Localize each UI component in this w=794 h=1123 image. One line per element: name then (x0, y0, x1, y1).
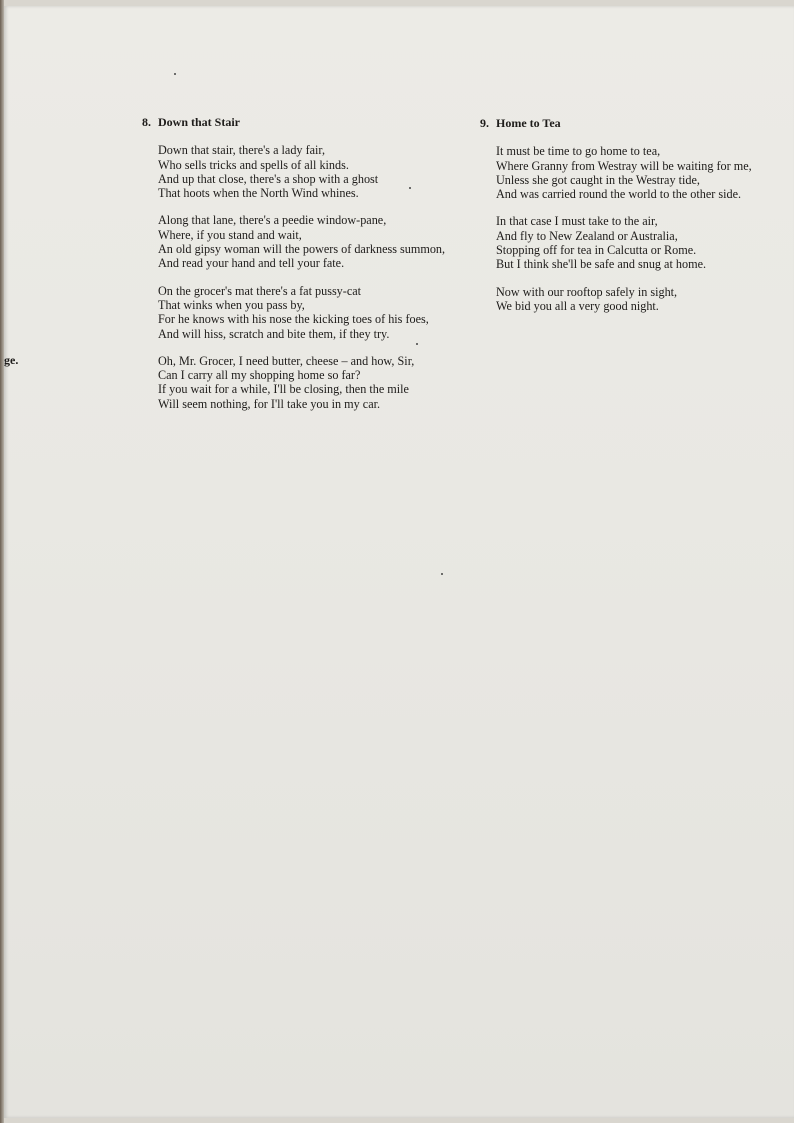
stanza (496, 285, 752, 314)
poem-title-text: Down that Stair (158, 115, 241, 129)
verse-line: But I think she'll be safe and snug at home. (496, 257, 707, 272)
verse-line: On the grocer's mat there's a fat pussy-cat (158, 283, 362, 298)
print-speck (174, 73, 176, 75)
stanza (496, 214, 752, 271)
stanza (158, 284, 445, 341)
verse-line: Will seem nothing, for I'll take you in my car. (158, 396, 381, 411)
verse-line: Along that lane, there's a peedie window-pane, (158, 213, 387, 228)
verse-line: Can I carry all my shopping home so far? (158, 368, 361, 383)
poem-down-that-stair (142, 115, 445, 424)
verse-line: Now with our rooftop safely in sight, (496, 284, 678, 299)
stanza (158, 143, 445, 200)
poem-home-to-tea (480, 116, 752, 326)
verse-line: Stopping off for tea in Calcutta or Rome. (496, 243, 697, 258)
verse-line: And read your hand and tell your fate. (158, 256, 345, 271)
verse-line: And up that close, there's a shop with a ghost (158, 171, 379, 186)
verse-line: In that case I must take to the air, (496, 214, 658, 229)
poem-number: 9. (480, 116, 489, 130)
verse-line: An old gipsy woman will the powers of darkness summon, (158, 242, 446, 257)
verse-line: And fly to New Zealand or Australia, (496, 228, 678, 243)
verse-line: And will hiss, scratch and bite them, if they try. (158, 326, 390, 341)
verse-line: And was carried round the world to the other side. (496, 187, 742, 202)
verse-line: Down that stair, there's a lady fair, (158, 143, 326, 158)
stanza (158, 213, 445, 270)
verse-line: That hoots when the North Wind whines. (158, 186, 359, 201)
verse-line: Where Granny from Westray will be waiting for me, (496, 158, 752, 173)
verse-line: It must be time to go home to tea, (496, 144, 661, 159)
margin-text-fragment: ge. (4, 353, 19, 367)
poem-title (142, 115, 445, 129)
print-speck (441, 573, 443, 575)
verse-line: For he knows with his nose the kicking toes of his foes, (158, 312, 429, 327)
verse-line: That winks when you pass by, (158, 297, 305, 312)
poem-number: 8. (142, 115, 151, 129)
stanza (158, 354, 445, 411)
verse-line: Unless she got caught in the Westray tide, (496, 172, 700, 187)
poem-title (480, 116, 752, 130)
verse-line: Where, if you stand and wait, (158, 227, 302, 242)
poem-title-text: Home to Tea (496, 116, 561, 130)
verse-line: Who sells tricks and spells of all kinds. (158, 157, 349, 172)
stanza (496, 144, 752, 201)
verse-line: We bid you all a very good night. (496, 298, 659, 313)
verse-line: If you wait for a while, I'll be closing, then the mile (158, 382, 409, 397)
verse-line: Oh, Mr. Grocer, I need butter, cheese – and how, Sir, (158, 353, 415, 368)
